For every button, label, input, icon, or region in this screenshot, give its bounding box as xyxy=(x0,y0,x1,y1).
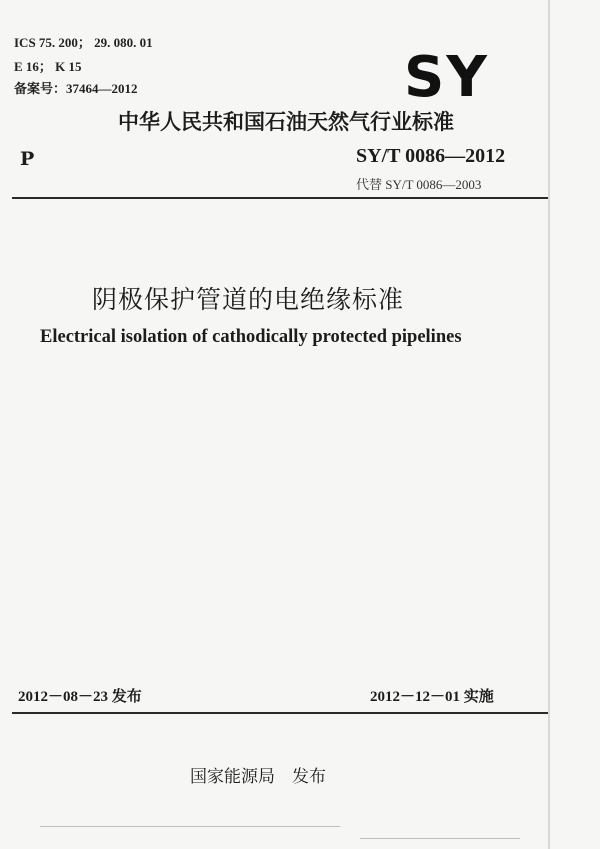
scan-noise xyxy=(40,826,340,827)
scan-noise xyxy=(360,838,520,839)
issue-date: 2012－08－23 发布 xyxy=(18,689,142,705)
ics-code: ICS 75. 200； 29. 080. 01 xyxy=(14,35,153,50)
issuing-authority-heading: 中华人民共和国石油天然气行业标准 xyxy=(118,110,454,134)
publisher: 国家能源局 发布 xyxy=(190,767,326,787)
title-english: Electrical isolation of cathodically protected pipelines xyxy=(40,327,462,347)
page-edge-line xyxy=(548,0,550,849)
bottom-divider xyxy=(12,712,548,714)
title-chinese: 阴极保护管道的电绝缘标准 xyxy=(92,285,405,314)
filing-number: 备案号：37464—2012 xyxy=(14,81,138,96)
replaces-standard: 代替 SY/T 0086—2003 xyxy=(356,177,482,192)
top-divider xyxy=(12,197,548,199)
effective-date: 2012－12－01 实施 xyxy=(370,689,494,705)
standard-number: SY/T 0086—2012 xyxy=(356,145,506,167)
classification-code: E 16； K 15 xyxy=(14,59,82,74)
sy-logo: SY xyxy=(404,45,489,110)
category-letter: P xyxy=(20,148,35,170)
